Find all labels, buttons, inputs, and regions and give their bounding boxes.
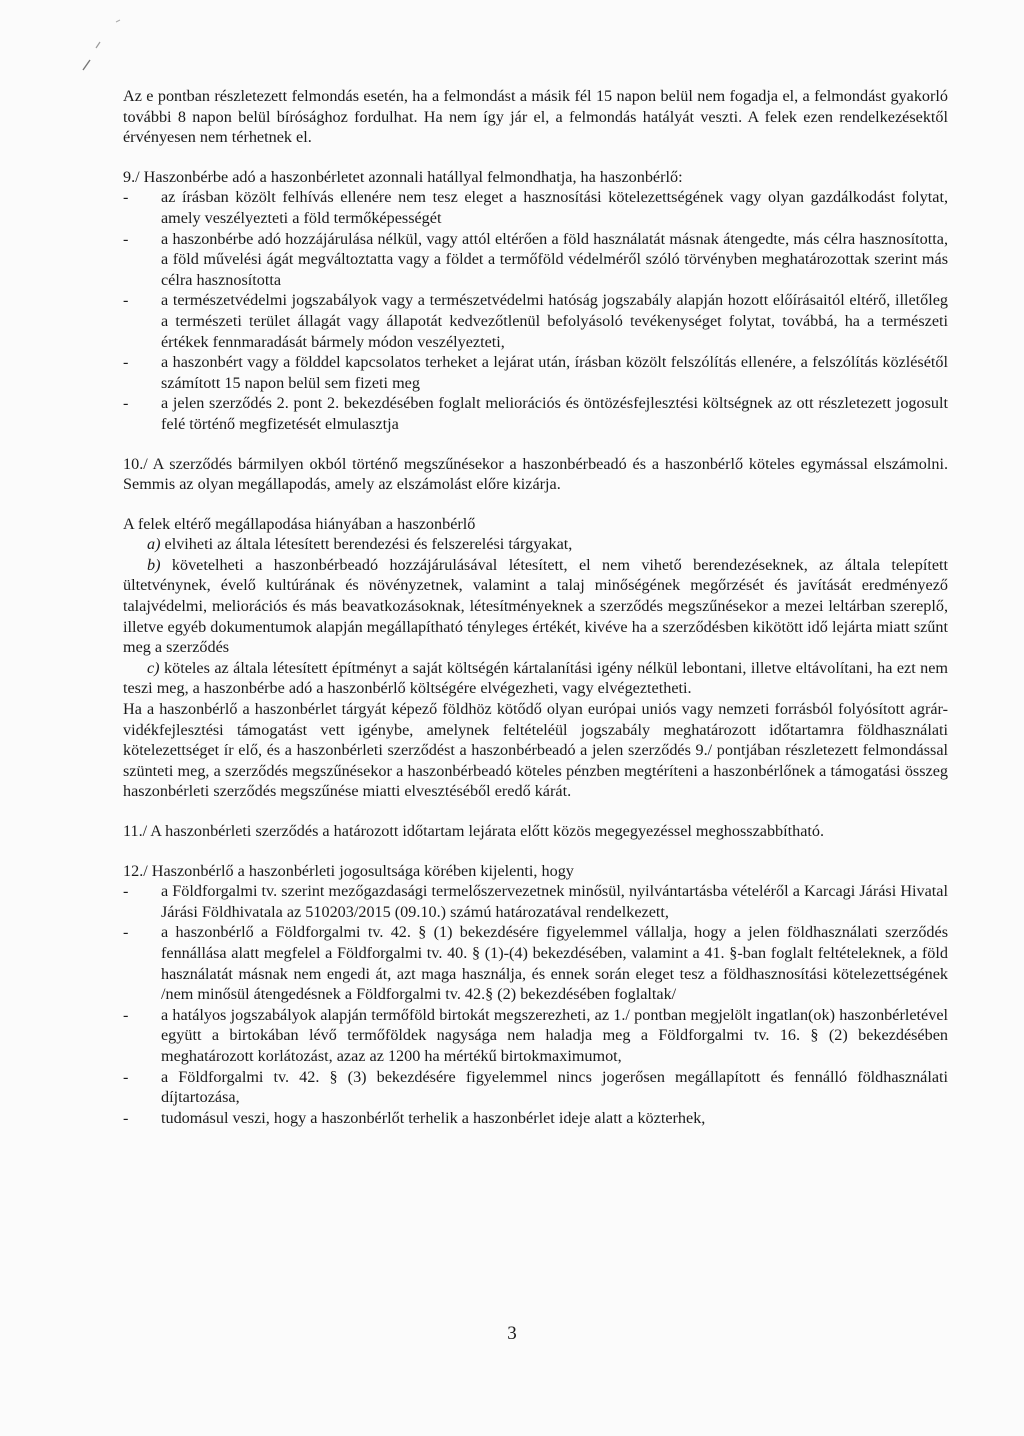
list-item: - a Földforgalmi tv. 42. § (3) bekezdésére figyelemmel nincs jogerősen megállapított és fennálló földhasználati díjtartozása,: [123, 1067, 948, 1108]
clause-a: [123, 534, 948, 555]
list-item: - a haszonbérbe adó hozzájárulása nélkül, vagy attól eltérően a föld használatát másnak átengedte, más célra hasznosította, a föld művelési ágát megváltoztatta vagy a földet a termőföld védelméről szóló törvényben meghatározottak szerint más célra hasznosította: [123, 229, 948, 291]
list-item: - a haszonbérlő a Földforgalmi tv. 42. § (1) bekezdésére figyelemmel vállalja, hogy a jelen földhasználati szerződés fennállása alatt megfelel a Földforgalmi tv. 40. § (1)-(4) bekezdésében, valamint a 41. §-ban foglalt feltételeknek, a föld használatát másnak nem engedi át, azt maga használja, és ennek során eleget tesz a földhasznosítási kötelezettségének /nem minősül átengedésnek a Földforgalmi tv. 42.§ (2) bekezdésében foglaltak/: [123, 922, 948, 1004]
section-10-lead: A felek eltérő megállapodása hiányában a haszonbérlő: [123, 514, 476, 533]
support-paragraph: Ha a haszonbérlő a haszonbérlet tárgyát képező földhöz kötődő olyan európai uniós vagy nemzeti forrásból folyósított agrár-vidékfejlesztési támogatást vett igénybe, amelynek feltételéül jogszabály meghatározott időtartamra földhasználati kötelezettséget ír elő, és a haszonbérleti szerződést a haszonbérbeadó a jelen szerződés 9./ pontjában részletezett felmondással szünteti meg, a szerződés megszűnésekor a haszonbérbeadó köteles pénzben megtéríteni a haszonbérlőnek a támogatási összeg haszonbérleti szerződés megszűnése miatti elvesztéséből eredő kárát.: [123, 700, 948, 801]
page-number: 3: [507, 1323, 517, 1344]
list-item: - a természetvédelmi jogszabályok vagy a természetvédelmi hatóság jogszabály alapján hozott előírásaitól eltérő, illetőleg a természeti terület állagát vagy állapotát kedvezőtlenül befolyásoló tevékenységet folytat, továbbá, ha a természeti értékek fennmaradását bármely módon veszélyezteti,: [123, 290, 948, 352]
list-item: - az írásban közölt felhívás ellenére nem tesz eleget a hasznosítási kötelezettségének vagy olyan gazdálkodást folytat, amely veszélyezteti a föld termőképességét: [123, 187, 948, 228]
list-item: - tudomásul veszi, hogy a haszonbérlőt terhelik a haszonbérlet ideje alatt a közterhek,: [123, 1108, 948, 1129]
document-body: [123, 86, 948, 1128]
section-9-heading: 9./ Haszonbérbe adó a haszonbérletet azonnali hatállyal felmondhatja, ha haszonbérlő:: [123, 167, 683, 186]
section-12: [123, 861, 948, 1129]
clause-b-text: követelheti a haszonbérbeadó hozzájárulásával létesített, el nem vihető berendezéseknek, az általa telepített ültetvénynek, évelő kultúrának és növényzetnek, valamint a talaj minőségének megőrzését és javítását eredményező talajvédelmi, meliorációs és más beavatkozásoknak, létesítményeknek a szerződés megszűnésekor a mezei leltárban szereplő, illetve egyéb dokumentumok alapján megállapítható tényleges értékét, kivéve ha a szerződésben kikötött idő lejárta miatt szűnt meg a szerződés: [123, 555, 948, 657]
list-item: - a hatályos jogszabályok alapján termőföld birtokát megszerezheti, az 1./ pontban megjelölt ingatlan(ok) haszonbérletével együtt a birtokában lévő termőföldek nagysága nem haladja meg a Földforgalmi tv. 16. § (2) bekezdésében meghatározott korlátozást, azaz az 1200 ha mértékű birtokmaximumot,: [123, 1005, 948, 1067]
section-9-list: [123, 187, 948, 434]
section-10: [123, 454, 948, 803]
clause-b-label: b): [147, 555, 161, 574]
section-9: [123, 167, 948, 435]
clause-a-text: elviheti az általa létesített berendezési és felszerelési tárgyakat,: [160, 535, 573, 554]
section-10-text: 10./ A szerződés bármilyen okból történő megszűnésekor a haszonbérbeadó és a haszonbérlő köteles egymással elszámolni. Semmis az olyan megállapodás, amely az elszámolást előre kizárja.: [123, 454, 948, 494]
section-12-heading: 12./ Haszonbérlő a haszonbérleti jogosultsága körében kijelenti, hogy: [123, 861, 574, 880]
scan-artifact-mark: [78, 18, 138, 78]
list-item: - a haszonbért vagy a földdel kapcsolatos terheket a lejárat után, írásban közölt felszólítás ellenére, a felszólítás közlésétől számított 15 napon belül sem fizeti meg: [123, 352, 948, 393]
list-item: - a Földforgalmi tv. szerint mezőgazdasági termelőszervezetnek minősül, nyilvántartásba vételéről a Karcagi Járási Hivatal Járási Földhivatala az 510203/2015 (09.10.) számú határozatával rendelkezett,: [123, 881, 948, 922]
clause-a-label: a): [147, 535, 161, 554]
clause-c-label: c): [147, 658, 160, 677]
list-item: - a jelen szerződés 2. pont 2. bekezdésében foglalt meliorációs és öntözésfejlesztési költségnek az ott részletezett jogosult felé történő megfizetését elmulasztja: [123, 393, 948, 434]
clause-c-text: köteles az általa létesített építményt a saját költségén kártalanítási igény nélkül lebontani, illetve eltávolítani, ha ezt nem teszi meg, a haszonbérbe adó a haszonbérlő költségére elvégezheti, vagy elvégeztetheti.: [123, 658, 948, 698]
section-11: 11./ A haszonbérleti szerződés a határozott időtartam lejárata előtt közös megegyezéssel meghosszabbítható.: [123, 822, 825, 840]
clause-b: [123, 555, 948, 658]
section-12-list: [123, 881, 948, 1128]
intro-paragraph: Az e pontban részletezett felmondás esetén, ha a felmondást a másik fél 15 napon belül nem fogadja el, a felmondást gyakorló további 8 napon belül bírósághoz fordulhat. Ha nem így jár el, a felmondás hatályát veszti. A felek ezen rendelkezésektől érvényesen nem térhetnek el.: [123, 87, 948, 147]
clause-c: [123, 658, 948, 699]
